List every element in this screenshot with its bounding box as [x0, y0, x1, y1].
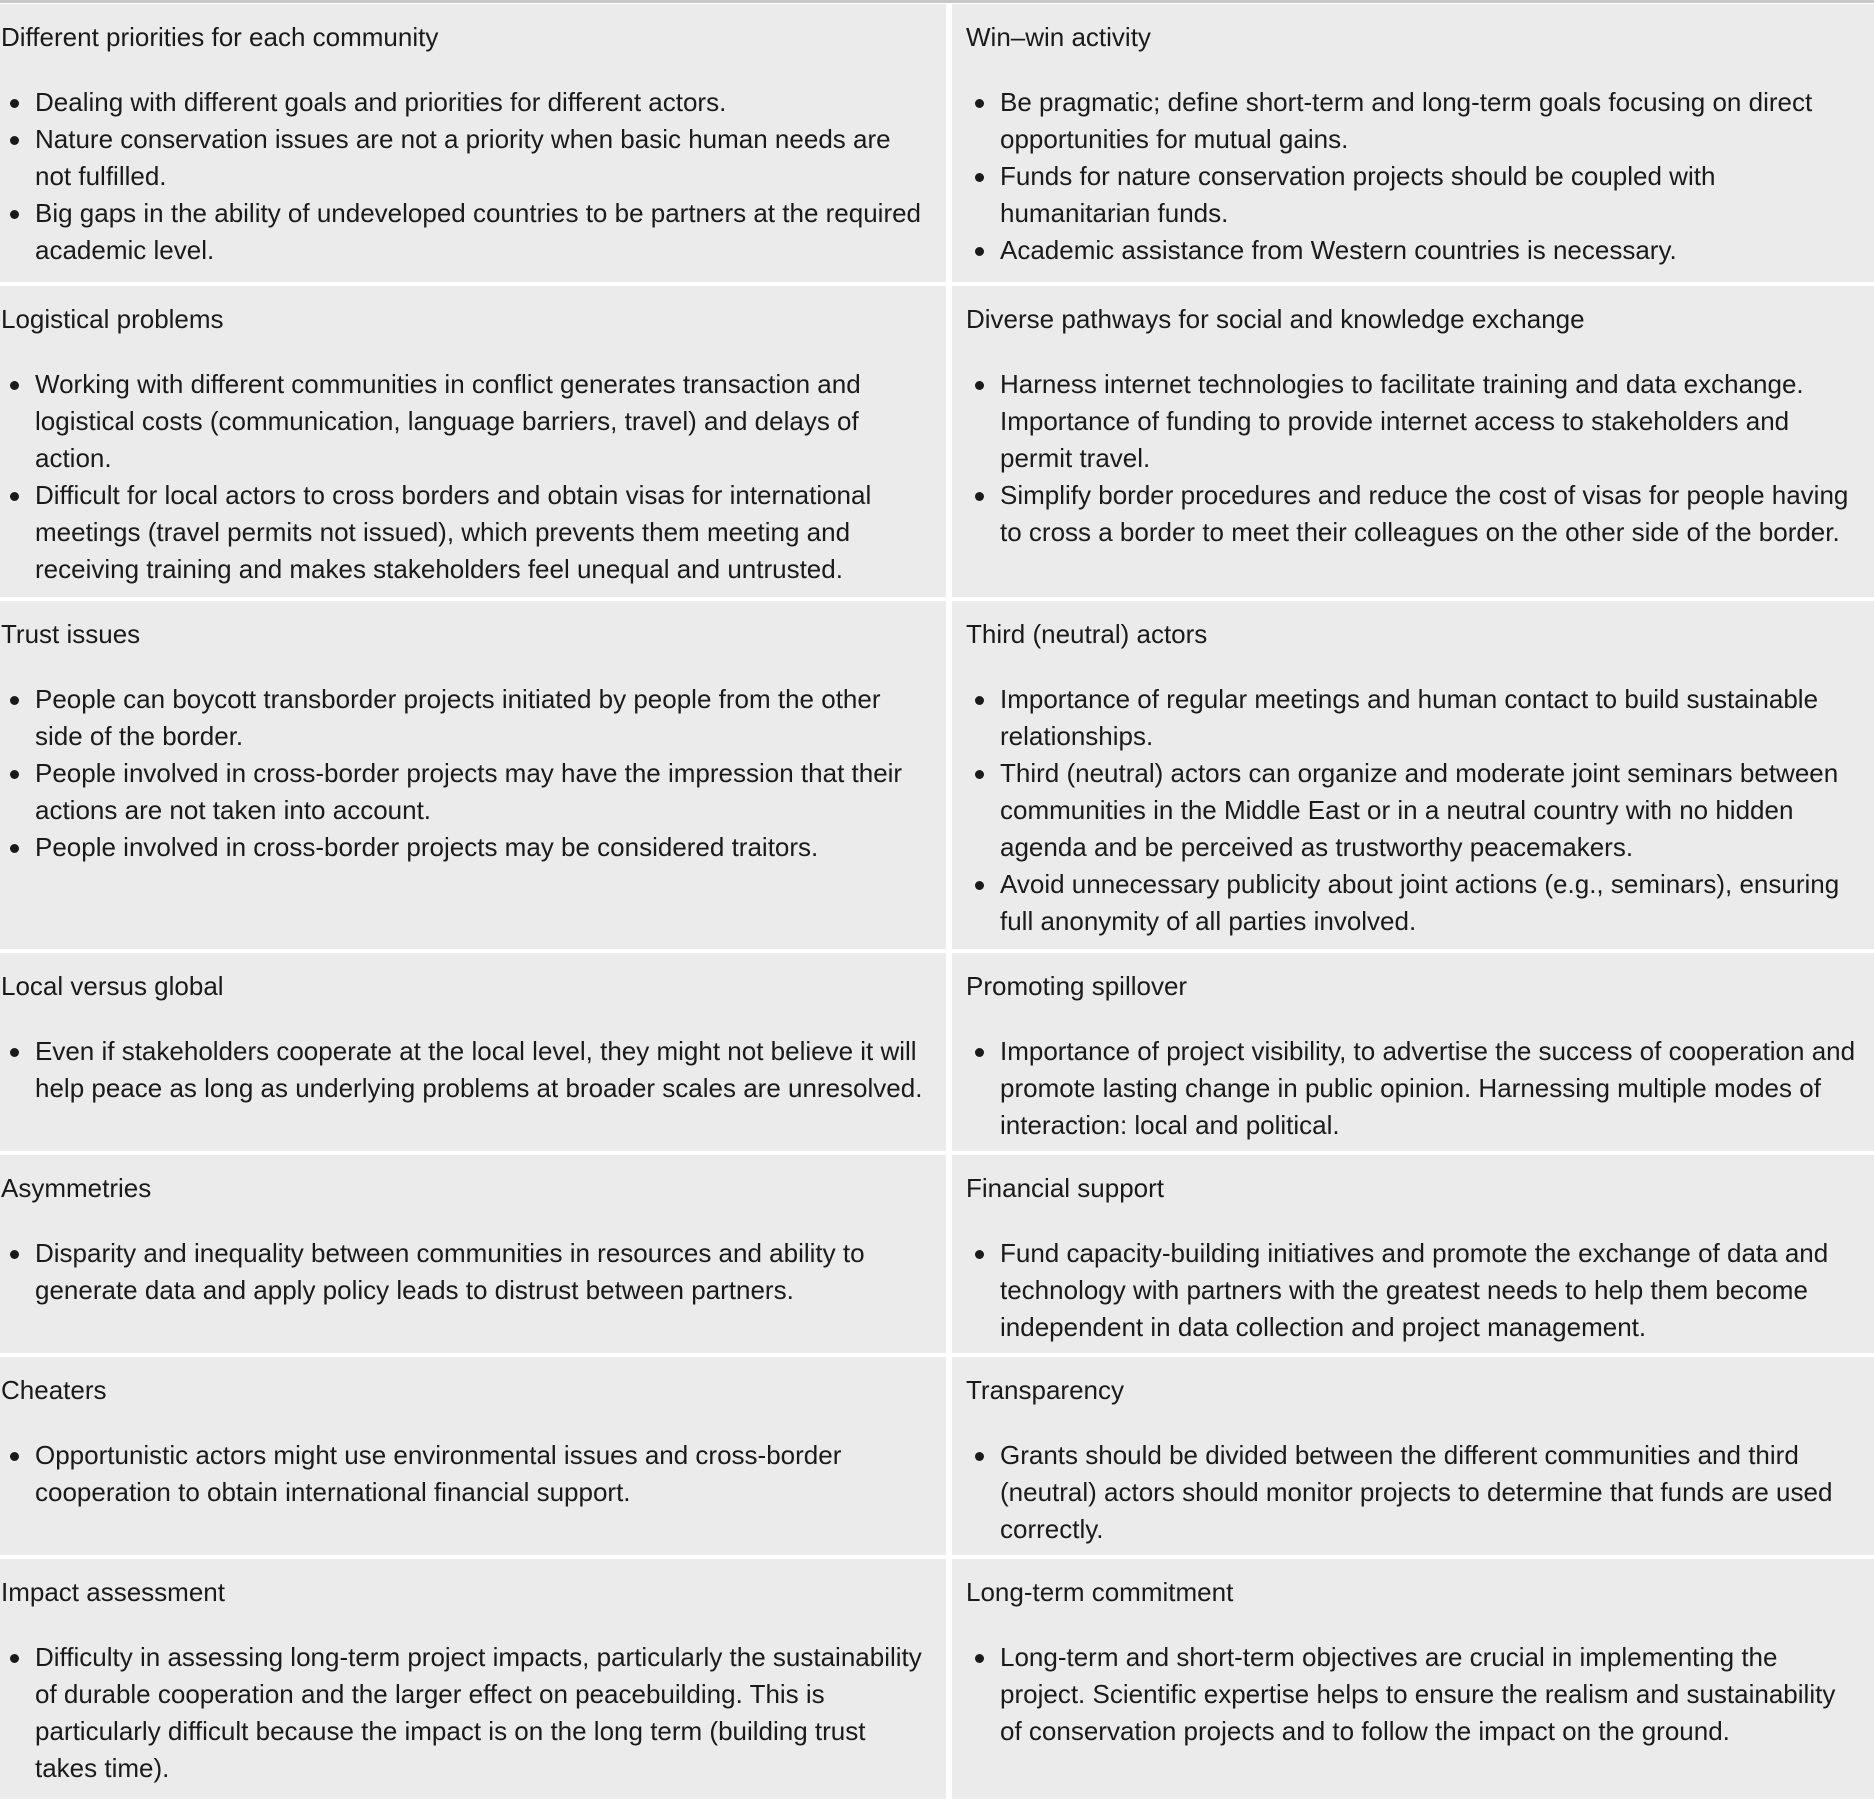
bullet-item: Importance of regular meetings and human contact to build sustainable relationships. [966, 681, 1864, 755]
challenge-bullet-list [1, 84, 930, 269]
bullet-item: Third (neutral) actors can organize and moderate joint seminars between communities in the Middle East or in a neutral country with no hidden agenda and be perceived as trustworthy peacemakers. [966, 755, 1864, 866]
solution-bullet-list [966, 366, 1864, 551]
challenge-title: Cheaters [1, 1375, 107, 1405]
solution-cell [952, 953, 1874, 1151]
solution-title: Financial support [966, 1173, 1164, 1203]
solution-cell [952, 601, 1874, 949]
bullet-item: Difficulty in assessing long-term project impacts, particularly the sustainability of durable cooperation and the larger effect on peacebuilding. This is particularly difficult because the impact is on the long term (building trust takes time). [1, 1639, 930, 1787]
top-rule [0, 0, 1874, 3]
challenge-bullet-list [1, 1639, 930, 1787]
bullet-item: Difficult for local actors to cross borders and obtain visas for international meetings (travel permits not issued), which prevents them meeting and receiving training and makes stakeholders feel unequal and untrusted. [1, 477, 930, 588]
bullet-item: Opportunistic actors might use environmental issues and cross-border cooperation to obtain international financial support. [1, 1437, 930, 1511]
bullet-item: Long-term and short-term objectives are crucial in implementing the project. Scientific expertise helps to ensure the realism and sustainability of conservation projects and to follow the impact on the ground. [966, 1639, 1864, 1750]
challenge-bullet-list [1, 1437, 930, 1511]
bullet-item: Grants should be divided between the different communities and third (neutral) actors should monitor projects to determine that funds are used correctly. [966, 1437, 1864, 1548]
challenge-title: Trust issues [1, 619, 141, 649]
solution-bullet-list [966, 1033, 1864, 1144]
solution-cell [952, 1559, 1874, 1799]
solution-cell [952, 1357, 1874, 1555]
bullet-item: Even if stakeholders cooperate at the local level, they might not believe it will help peace as long as underlying problems at broader scales are unresolved. [1, 1033, 930, 1107]
solution-title: Promoting spillover [966, 971, 1188, 1001]
challenge-cell [0, 1155, 946, 1353]
challenge-cell [0, 953, 946, 1151]
challenge-title: Logistical problems [1, 304, 224, 334]
challenge-cell [0, 4, 946, 282]
challenge-bullet-list [1, 366, 930, 588]
bullet-item: People involved in cross-border projects may be considered traitors. [1, 829, 930, 866]
bullet-item: Academic assistance from Western countries is necessary. [966, 232, 1864, 269]
solution-title: Diverse pathways for social and knowledge exchange [966, 304, 1585, 334]
solution-title: Third (neutral) actors [966, 619, 1208, 649]
bullet-item: Dealing with different goals and priorities for different actors. [1, 84, 930, 121]
challenge-cell [0, 1357, 946, 1555]
challenge-title: Impact assessment [1, 1577, 225, 1607]
bullet-item: Harness internet technologies to facilitate training and data exchange. Importance of funding to provide internet access to stakeholders and permit travel. [966, 366, 1864, 477]
bullet-item: People involved in cross-border projects may have the impression that their actions are not taken into account. [1, 755, 930, 829]
bullet-item: People can boycott transborder projects initiated by people from the other side of the border. [1, 681, 930, 755]
bullet-item: Be pragmatic; define short-term and long-term goals focusing on direct opportunities for mutual gains. [966, 84, 1864, 158]
bullet-item: Importance of project visibility, to advertise the success of cooperation and promote lasting change in public opinion. Harnessing multiple modes of interaction: local and political. [966, 1033, 1864, 1144]
solution-bullet-list [966, 1437, 1864, 1548]
solution-title: Transparency [966, 1375, 1124, 1405]
challenge-bullet-list [1, 1033, 930, 1107]
challenge-title: Asymmetries [1, 1173, 152, 1203]
solution-cell [952, 286, 1874, 597]
bullet-item: Funds for nature conservation projects should be coupled with humanitarian funds. [966, 158, 1864, 232]
solution-title: Win–win activity [966, 22, 1151, 52]
challenge-title: Different priorities for each community [1, 22, 439, 52]
bullet-item: Disparity and inequality between communities in resources and ability to generate data and apply policy leads to distrust between partners. [1, 1235, 930, 1309]
challenge-cell [0, 286, 946, 597]
challenge-bullet-list [1, 681, 930, 866]
bullet-item: Nature conservation issues are not a priority when basic human needs are not fulfilled. [1, 121, 930, 195]
challenge-title: Local versus global [1, 971, 224, 1001]
bullet-item: Fund capacity-building initiatives and promote the exchange of data and technology with partners with the greatest needs to help them become independent in data collection and project management. [966, 1235, 1864, 1346]
solution-bullet-list [966, 84, 1864, 269]
bullet-item: Big gaps in the ability of undeveloped countries to be partners at the required academic level. [1, 195, 930, 269]
challenge-cell [0, 601, 946, 949]
solution-cell [952, 4, 1874, 282]
challenge-bullet-list [1, 1235, 930, 1309]
solution-bullet-list [966, 681, 1864, 940]
challenge-cell [0, 1559, 946, 1799]
solution-title: Long-term commitment [966, 1577, 1234, 1607]
solution-bullet-list [966, 1235, 1864, 1346]
solution-cell [952, 1155, 1874, 1353]
bullet-item: Working with different communities in conflict generates transaction and logistical costs (communication, language barriers, travel) and delays of action. [1, 366, 930, 477]
bullet-item: Avoid unnecessary publicity about joint actions (e.g., seminars), ensuring full anonymity of all parties involved. [966, 866, 1864, 940]
bullet-item: Simplify border procedures and reduce the cost of visas for people having to cross a border to meet their colleagues on the other side of the border. [966, 477, 1864, 551]
solution-bullet-list [966, 1639, 1864, 1750]
